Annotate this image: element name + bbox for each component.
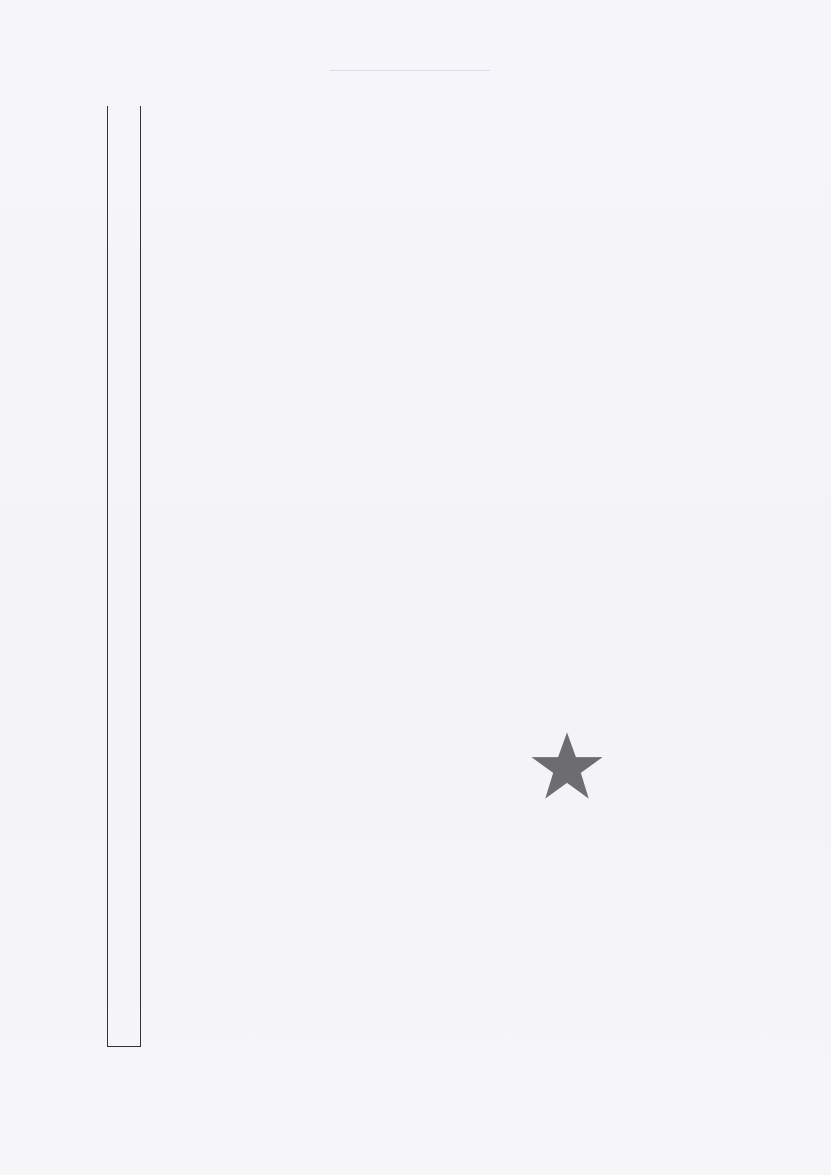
row-number-column bbox=[107, 106, 141, 1047]
bleed-through-line bbox=[330, 70, 490, 71]
company-seal bbox=[478, 678, 656, 856]
